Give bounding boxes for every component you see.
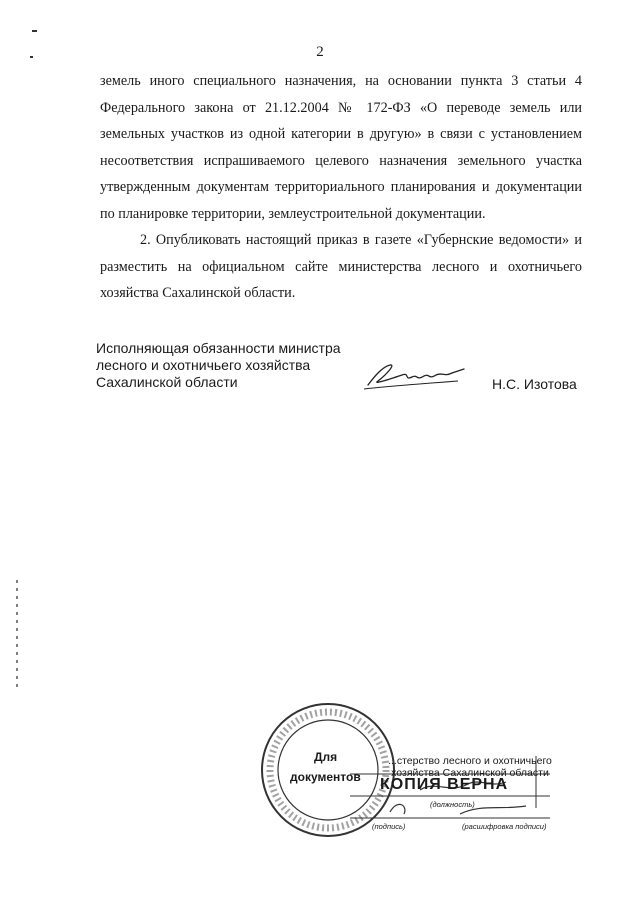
- signatory-position-line: Исполняющая обязанности министра: [96, 340, 341, 356]
- page-number: 2: [316, 44, 324, 60]
- stamp-for-label: Для: [314, 750, 338, 764]
- stamp-decoding-caption: (расшифровка подписи): [462, 822, 547, 831]
- stamp-org-line: хозяйства Сахалинской области: [391, 767, 549, 779]
- stamp-position-caption: (должность): [430, 800, 475, 809]
- handwritten-signature: [360, 355, 470, 395]
- signatory-position-line: Сахалинской области: [96, 374, 238, 390]
- paragraph2-line: 2. Опубликовать настоящий приказ в газете «Губернские ведомости» и: [140, 232, 582, 248]
- paragraph1-line: утвержденным документам территориального планирования и документации: [100, 179, 582, 195]
- stamp-copy-true: КОПИЯ ВЕРНА: [380, 776, 509, 793]
- signatory-position-line: лесного и охотничьего хозяйства: [96, 357, 311, 373]
- paragraph1-line: Федерального закона от 21.12.2004 № 172-ФЗ «О переводе земель или: [100, 99, 582, 116]
- paragraph1-line: земель иного специального назначения, на основании пункта 3 статьи 4: [100, 73, 582, 89]
- paragraph2-line: разместить на официальном сайте министерства лесного и охотничьего: [100, 258, 582, 275]
- paragraph2-line: хозяйства Сахалинской области.: [100, 285, 296, 301]
- paragraph1-line: несоответствия испрашиваемого целевого назначения земельного участка: [100, 152, 582, 169]
- signatory-position: [96, 340, 341, 391]
- stamp-org-line: ...стерство лесного и охотничьего: [388, 755, 552, 767]
- paragraph1-line: по планировке территории, землеустроительной документации.: [100, 205, 486, 222]
- scan-margin-dots: [14, 580, 22, 690]
- stamp-signature-caption: (подпись): [372, 822, 406, 831]
- document-body: [100, 68, 582, 307]
- stamp-docs-label: документов: [290, 770, 361, 784]
- paragraph1-line: земельных участков из одной категории в другую» в связи с установлением: [100, 126, 582, 142]
- signatory-name: Н.С. Изотова: [492, 376, 577, 392]
